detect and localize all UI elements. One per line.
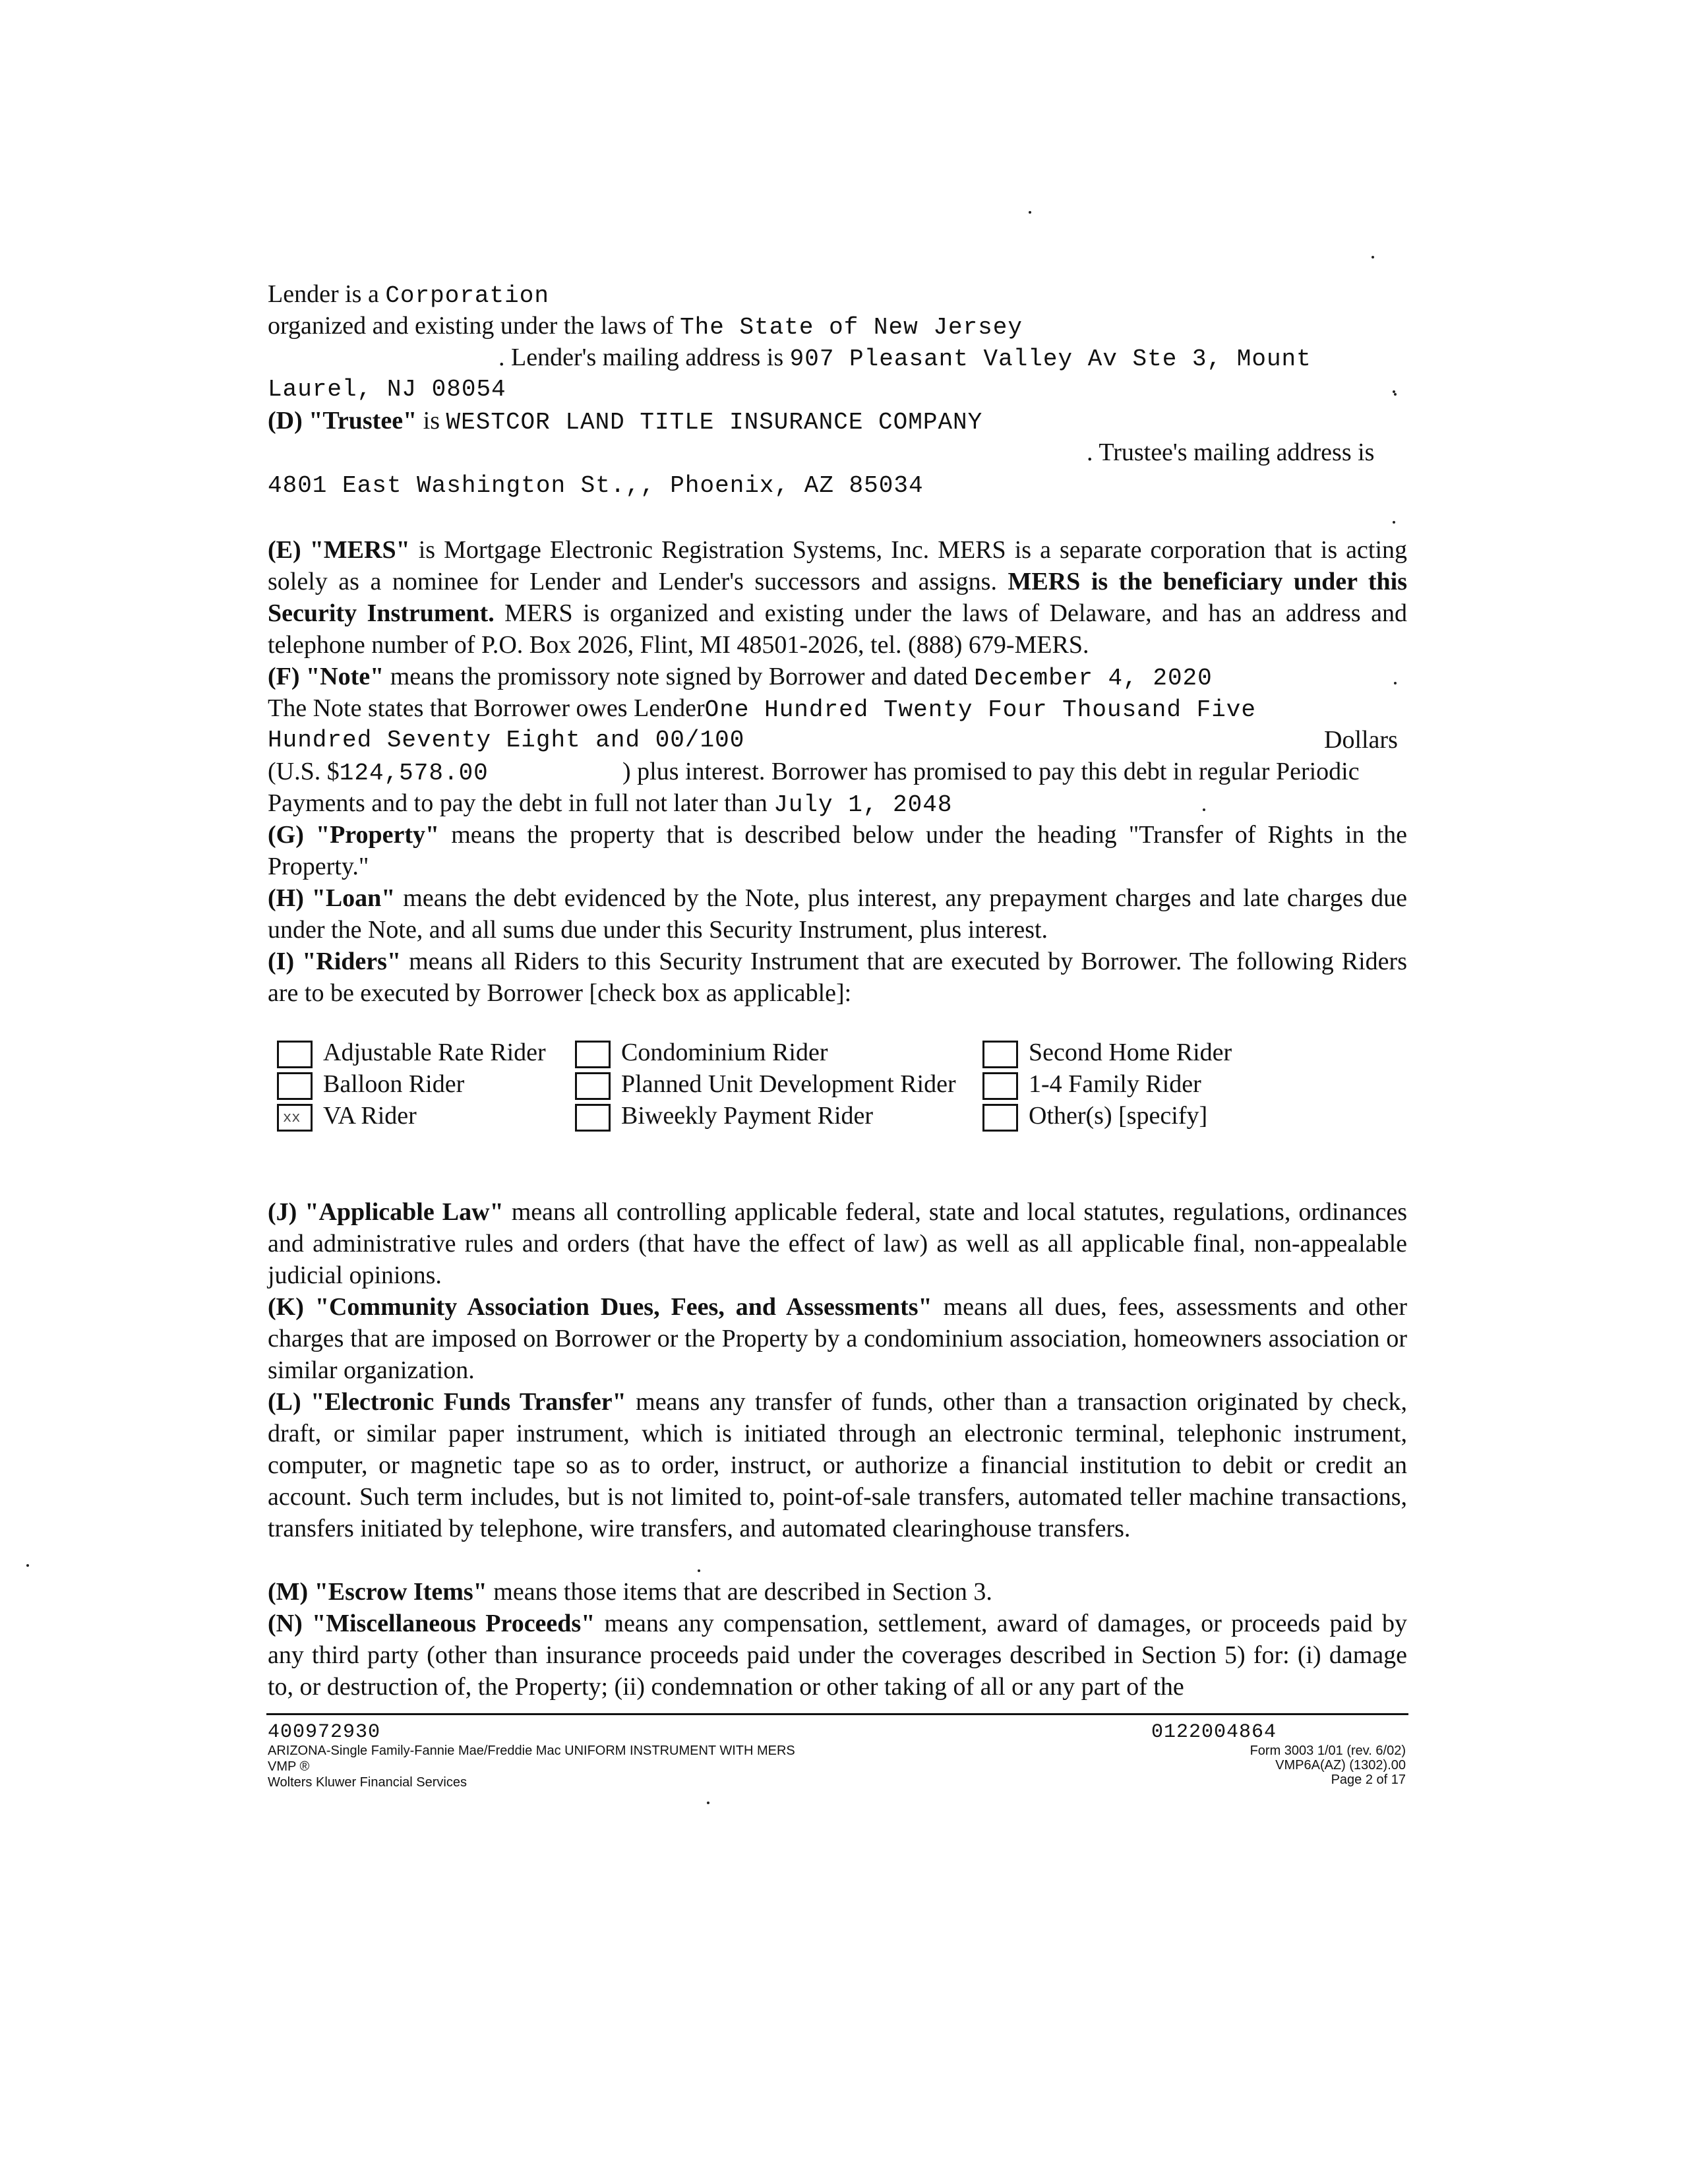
page-number: Page 2 of 17 [1331,1773,1406,1787]
va-rider-check-mark: xx [283,1110,301,1126]
trustee-name: WESTCOR LAND TITLE INSURANCE COMPANY [446,409,983,436]
condominium-rider-checkbox[interactable] [575,1041,611,1068]
form-title: ARIZONA-Single Family-Fannie Mae/Freddie Mac UNIFORM INSTRUMENT WITH MERS [268,1744,795,1758]
form-number: Form 3003 1/01 (rev. 6/02) [1250,1744,1406,1758]
lender-organized-line: organized and existing under the laws of The State of New Jersey [268,312,1023,341]
loan-number: 400972930 [268,1721,381,1744]
note-us-amount-line: (U.S. $124,578.00 [268,758,489,787]
scan-speck [1393,521,1395,524]
miscellaneous-proceeds-definition: (N) "Miscellaneous Proceeds" means any compensation, settlement, award of damages, or proceeds paid by any third party (other than insurance proceeds paid under the coverages described in Section 5) for: (i) damage to, or destruction of, the Property; (ii) condemnation or other taking of all or any part of the [268,1610,1408,1701]
note-amount: 124,578.00 [339,760,489,787]
scan-speck [698,1569,700,1572]
lender-address-line2: Laurel, NJ 08054 [268,376,506,403]
applicable-law-definition: (J) "Applicable Law" means all controlling applicable federal, state and local statutes, regulations, ordinances and administrative rules and orders (that have the effect of law) as well as all applicable final, non-appealable judicial opinions. [268,1198,1408,1289]
vmp-mark: VMP ® [268,1759,310,1774]
scan-speck [707,1802,709,1804]
scan-speck [1372,256,1374,258]
line-end-dot [1394,682,1397,684]
biweekly-payment-rider-label: Biweekly Payment Rider [621,1102,874,1130]
condominium-rider-label: Condominium Rider [621,1039,828,1066]
scan-speck [26,1564,29,1567]
loan-definition: (H) "Loan" means the debt evidenced by the Note, plus interest, any prepayment charges and late charges due under the Note, and all sums due under this Security Instrument, plus interest. [268,884,1408,944]
note-date: December 4, 2020 [974,665,1213,692]
footer-rule [266,1713,1408,1715]
lender-jurisdiction: The State of New Jersey [680,314,1023,341]
lender-mailing-line: . Lender's mailing address is 907 Pleasant Valley Av Ste 3, Mount [498,344,1311,373]
note-owes-line: The Note states that Borrower owes LenderOne Hundred Twenty Four Thousand Five [268,694,1257,723]
va-rider-checkbox[interactable] [277,1104,313,1132]
balloon-rider-checkbox[interactable] [277,1072,313,1100]
property-definition: (G) "Property" means the property that is described below under the heading "Transfer of Rights in the Property." [268,821,1407,880]
biweekly-payment-rider-checkbox[interactable] [575,1104,611,1132]
note-interest-text: ) plus interest. Borrower has promised to pay this debt in regular Periodic [622,758,1360,785]
other-rider-checkbox[interactable] [982,1104,1018,1132]
lender-type-line: Lender is a Corporation [268,280,549,309]
line-end-dot [1203,808,1205,811]
note-maturity: July 1, 2048 [773,791,953,818]
note-payments-line: Payments and to pay the debt in full not later than July 1, 2048 [268,789,953,818]
document-number: 0122004864 [1151,1721,1277,1744]
balloon-rider-label: Balloon Rider [323,1070,465,1098]
lender-address-line1: 907 Pleasant Valley Av Ste 3, Mount [789,346,1311,373]
one-to-four-family-rider-label: 1-4 Family Rider [1029,1070,1201,1098]
other-rider-label: Other(s) [specify] [1029,1102,1208,1130]
mers-definition: (E) "MERS" is Mortgage Electronic Registration Systems, Inc. MERS is a separate corporation that is acting solely as a nominee for Lender and Lender's successors and assigns. MERS is the beneficiary under this Security Instrument. MERS is organized and existing under the laws of Delaware, and has an address and telephone number of P.O. Box 2026, Flint, MI 48501-2026, tel. (888) 679-MERS. [268,536,1407,659]
note-line1: (F) "Note" means the promissory note signed by Borrower and dated December 4, 2020 [268,663,1213,692]
one-to-four-family-rider-checkbox[interactable] [982,1072,1018,1100]
va-rider-label: VA Rider [323,1102,417,1130]
scan-speck [1029,211,1031,214]
second-home-rider-checkbox[interactable] [982,1041,1018,1068]
vmp-code: VMP6A(AZ) (1302).00 [1275,1758,1406,1773]
electronic-funds-transfer-definition: (L) "Electronic Funds Transfer" means any transfer of funds, other than a transaction originated by check, draft, or similar paper instrument, which is initiated through an electronic terminal, telephonic instrument, computer, or magnetic tape so as to order, instruct, or authorize a financial institution to debit or credit an account. Such term includes, but is not limited to, point-of-sale transfers, automated teller machine transactions, transfers initiated by telephone, wire transfers, and automated clearinghouse transfers. [268,1388,1408,1542]
riders-definition: (I) "Riders" means all Riders to this Security Instrument that are executed by Borrower. The following Riders are to be executed by Borrower [check box as applicable]: [268,948,1407,1007]
trustee-address: 4801 East Washington St.,, Phoenix, AZ 85034 [268,472,924,499]
dollars-label: Dollars [1324,726,1398,754]
note-amount-words-1: One Hundred Twenty Four Thousand Five [704,696,1257,723]
adjustable-rate-rider-label: Adjustable Rate Rider [323,1039,546,1066]
community-association-definition: (K) "Community Association Dues, Fees, and Assessments" means all dues, fees, assessments and other charges that are imposed on Borrower or the Property by a condominium association, homeowners association or similar organization. [268,1293,1408,1384]
planned-unit-development-rider-checkbox[interactable] [575,1072,611,1100]
line-end-dot [1394,393,1397,396]
trustee-mailing-label: . Trustee's mailing address is [1087,439,1375,466]
note-amount-words-2: Hundred Seventy Eight and 00/100 [268,727,745,754]
publisher: Wolters Kluwer Financial Services [268,1775,467,1790]
trustee-line: (D) "Trustee" is WESTCOR LAND TITLE INSURANCE COMPANY [268,407,983,436]
adjustable-rate-rider-checkbox[interactable] [277,1041,313,1068]
escrow-items-definition: (M) "Escrow Items" means those items that are described in Section 3. [268,1578,992,1606]
second-home-rider-label: Second Home Rider [1029,1039,1232,1066]
lender-type: Corporation [385,282,549,309]
planned-unit-development-rider-label: Planned Unit Development Rider [621,1070,956,1098]
